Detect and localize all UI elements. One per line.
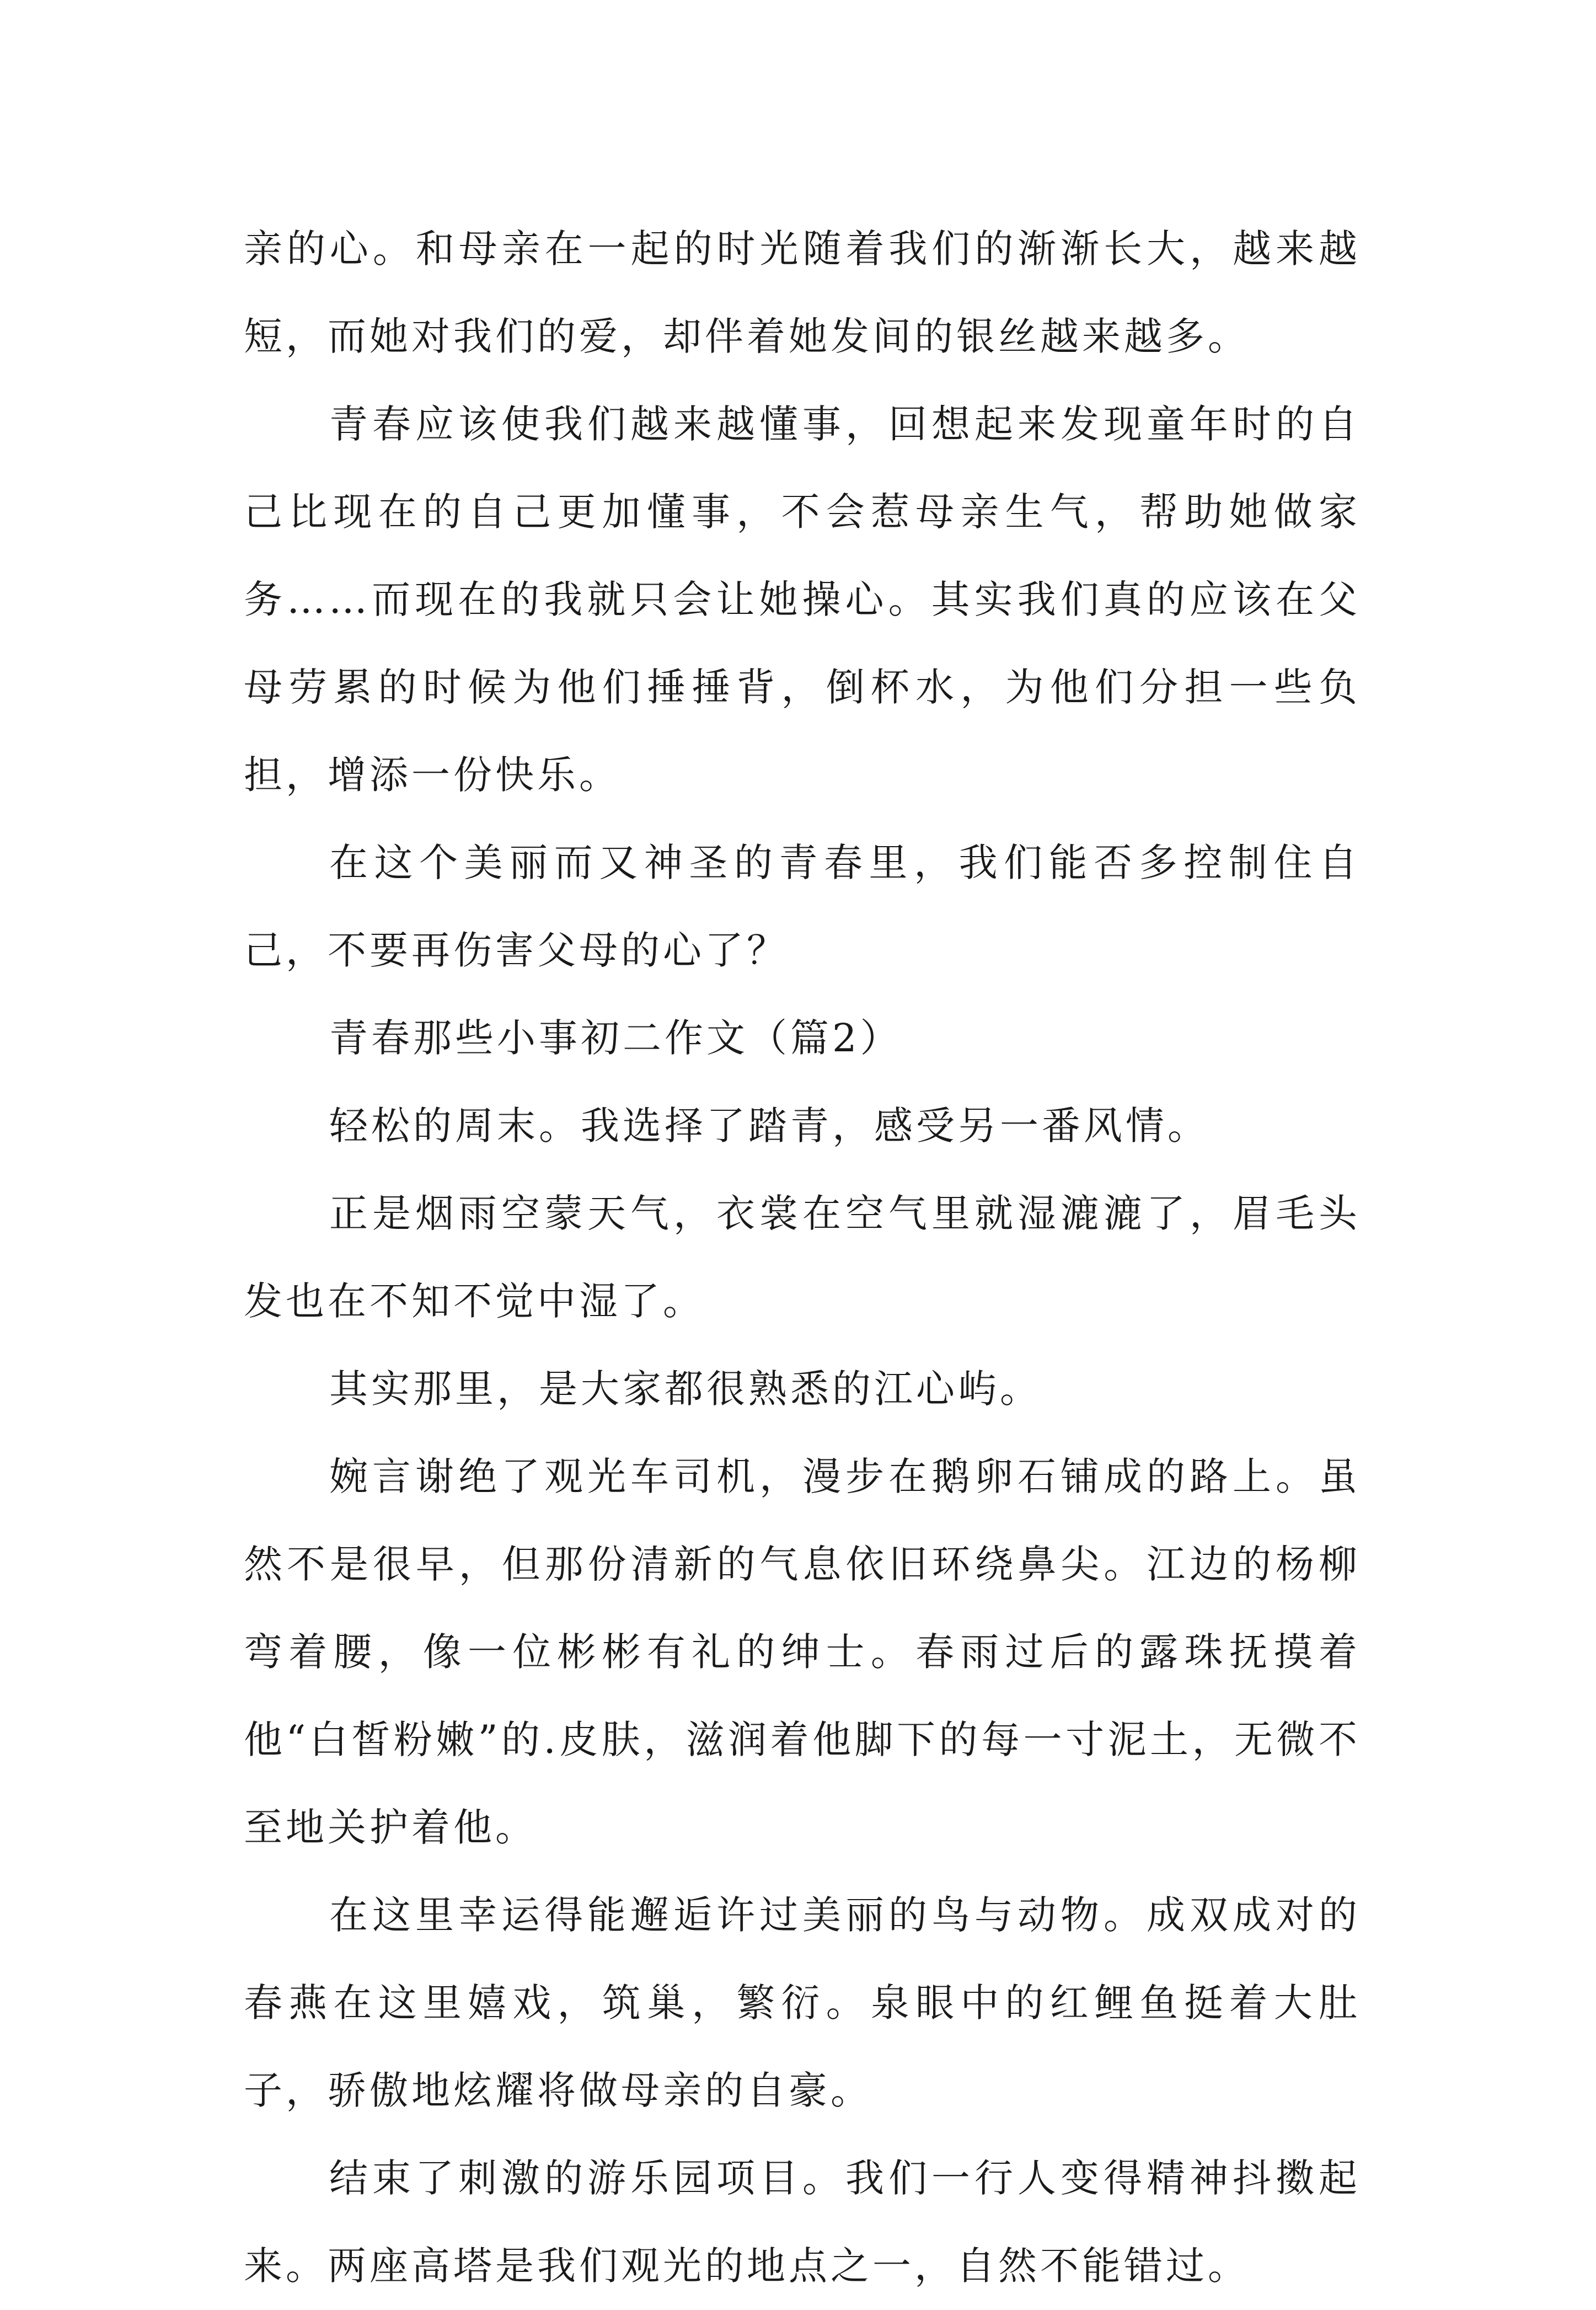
paragraph-6: 正是烟雨空蒙天气，衣裳在空气里就湿漉漉了，眉毛头发也在不知不觉中湿了。: [244, 1191, 1361, 1324]
paragraph-10: 结束了刺激的游乐园项目。我们一行人变得精神抖擞起来。两座高塔是我们观光的地点之一，自然不能错过。: [244, 2156, 1361, 2288]
paragraph-9: 在这里幸运得能邂逅许过美丽的鸟与动物。成双成对的春燕在这里嬉戏，筑巢，繁衍。泉眼中的红鲤鱼挺着大肚子，骄傲地炫耀将做母亲的自豪。: [244, 1892, 1361, 2113]
paragraph-8: 婉言谢绝了观光车司机，漫步在鹅卵石铺成的路上。虽然不是很早，但那份清新的气息依旧环绕鼻尖。江边的杨柳弯着腰，像一位彬彬有礼的绅士。春雨过后的露珠抚摸着他“白皙粉嫩”的.皮肤，滋润着他脚下的每一寸泥土，无微不至地关护着他。: [244, 1454, 1361, 1850]
section-heading: 青春那些小事初二作文（篇2）: [329, 1015, 902, 1061]
paragraph-5: 轻松的周末。我选择了踏青，感受另一番风情。: [329, 1103, 1209, 1148]
document-body: [244, 205, 1361, 2310]
paragraph-1: 亲的心。和母亲在一起的时光随着我们的渐渐长大，越来越短，而她对我们的爱，却伴着她发间的银丝越来越多。: [244, 226, 1361, 359]
paragraph-3: 在这个美丽而又神圣的青春里，我们能否多控制住自己，不要再伤害父母的心了？: [244, 840, 1361, 973]
paragraph-2: 青春应该使我们越来越懂事，回想起来发现童年时的自己比现在的自己更加懂事，不会惹母亲生气，帮助她做家务……而现在的我就只会让她操心。其实我们真的应该在父母劳累的时候为他们捶捶背，倒杯水，为他们分担一些负担，增添一份快乐。: [244, 402, 1361, 798]
paragraph-7: 其实那里，是大家都很熟悉的江心屿。: [329, 1366, 1042, 1411]
